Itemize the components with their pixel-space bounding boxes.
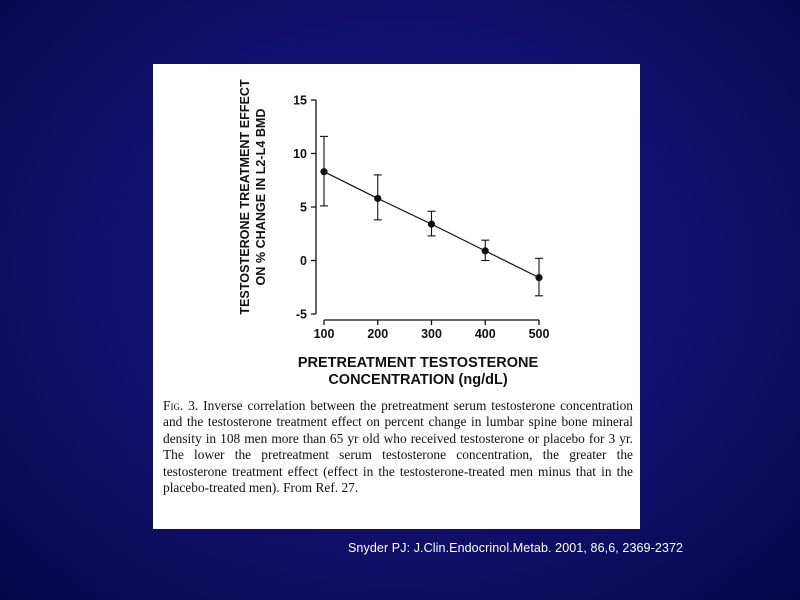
x-axis-label-line: PRETREATMENT TESTOSTERONE bbox=[297, 355, 539, 371]
y-tick-label: -5 bbox=[295, 307, 307, 322]
caption-text: Inverse correlation between the pretreatment serum testosterone concentration and the testosterone treatment effect on percent change in lumbar spine bone mineral density in 108 men more than 65 yr old who received testosterone or placebo for 3 yr. The lower the pretreatment serum testosterone concentration, the greater the testosterone treatment effect (effect in the testosterone-treated men minus that in the placebo-treated men). From Ref. 27. bbox=[163, 398, 633, 496]
chart bbox=[153, 64, 640, 394]
y-tick-label: 5 bbox=[300, 200, 307, 215]
x-axis-label-line: CONCENTRATION (ng/dL) bbox=[328, 372, 508, 388]
y-axis-label-line: ON % CHANGE IN L2-L4 BMD bbox=[254, 108, 268, 286]
x-tick-label: 200 bbox=[367, 327, 389, 341]
caption-figure-label: Fig. 3. bbox=[163, 398, 199, 413]
x-tick-label: 500 bbox=[528, 327, 550, 341]
y-tick-label: 10 bbox=[293, 147, 307, 161]
data-point bbox=[535, 274, 542, 281]
y-tick-label: 15 bbox=[293, 93, 307, 108]
x-tick-label: 100 bbox=[313, 327, 335, 341]
data-point bbox=[482, 247, 489, 254]
y-axis-label-line: TESTOSTERONE TREATMENT EFFECT bbox=[238, 79, 252, 315]
data-point bbox=[428, 221, 435, 228]
figure-panel bbox=[153, 64, 640, 529]
citation: Snyder PJ: J.Clin.Endocrinol.Metab. 2001, 86,6, 2369-2372 bbox=[348, 541, 684, 555]
figure-caption bbox=[163, 398, 633, 496]
data-point bbox=[374, 195, 381, 202]
data-point bbox=[320, 168, 327, 175]
y-tick-label: 0 bbox=[300, 254, 307, 268]
x-tick-label: 300 bbox=[421, 327, 442, 341]
x-tick-label: 400 bbox=[474, 327, 496, 341]
